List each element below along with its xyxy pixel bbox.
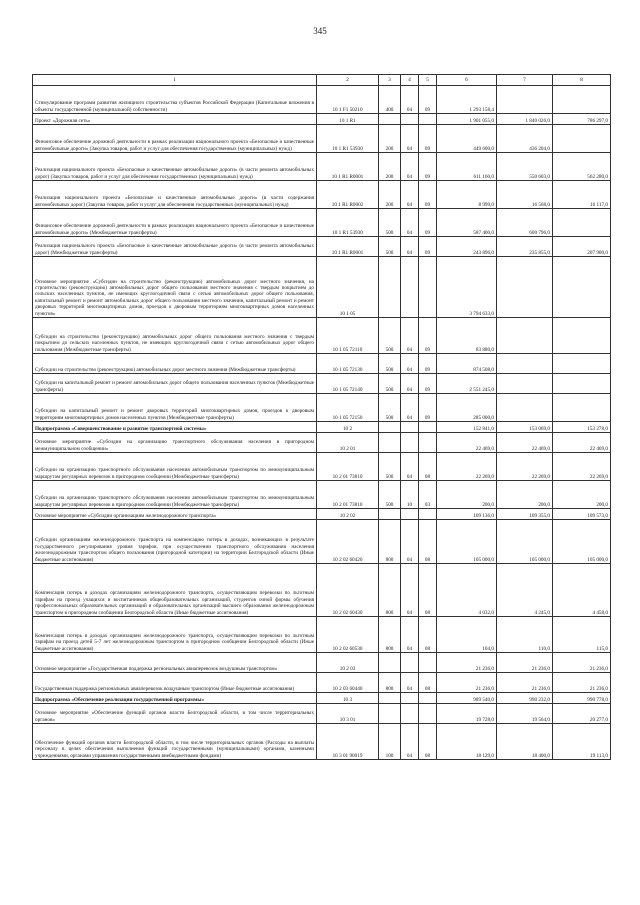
row-vr-cell: 500 [379,481,401,509]
row-rz-cell: 04 [401,181,419,209]
row-rz-cell: 04 [401,617,419,653]
row-amount-year2-cell: 1 840 026,0 [497,114,553,125]
row-amount-year3-cell: 21 236,0 [553,653,611,673]
row-rz-cell: 04 [401,520,419,564]
row-amount-year2-cell: 22 469,0 [497,433,553,453]
row-pr-cell [419,693,437,704]
table-row [33,374,611,394]
row-name-cell: Основное мероприятие «Государственная поддержка региональных авиаперевозок воздушным транспортом» [33,653,317,673]
row-code-cell: 10 1 R1 53930 [317,209,379,237]
row-vr-cell: 500 [379,453,401,481]
table-row [33,653,611,673]
row-name-cell: Субсидии на капитальный ремонт и ремонт автомобильных дорог общего пользования населенных пунктов (Межбюджетные трансферты) [33,374,317,394]
row-pr-cell: 09 [419,153,437,181]
row-rz-cell: 04 [401,125,419,153]
row-rz-cell: 04 [401,564,419,617]
row-rz-cell: 04 [401,209,419,237]
row-code-cell: 10 3 01 [317,704,379,724]
row-code-cell: 10 1 R1 R0001 [317,153,379,181]
row-pr-cell [419,653,437,673]
row-amount-year2-cell: 4 245,0 [497,564,553,617]
row-amount-year3-cell: 4 458,0 [553,564,611,617]
row-pr-cell [419,114,437,125]
header-cell: 6 [437,75,497,86]
row-amount-year2-cell: 109 355,0 [497,509,553,520]
row-name-cell: Субсидии на строительство (реконструкцию) автомобильных дорог общего пользования местного значения с твердым покрытием до сельских населенных пунктов, не имеющих круглогодичной связи с сетью автомобильных дорог общего пользования (Межбюджетные трансферты) [33,318,317,354]
row-amount-year3-cell: 16 117,0 [553,181,611,209]
row-amount-year2-cell [497,257,553,318]
row-code-cell: 10 2 02 60420 [317,520,379,564]
row-name-cell: Обеспечение функций органов власти Белгородской области, в том числе территориальных органов (Расходы на выплаты персоналу в целях обеспечения выполнения функций государственными (муниципальными) органами, казенными учреждениями, органами управления государственными внебюджетными фондами) [33,724,317,760]
row-pr-cell [419,257,437,318]
row-rz-cell: 04 [401,673,419,693]
row-amount-year1-cell: 243 896,0 [437,237,497,257]
row-name-cell: Подпрограмма «Совершенствование и развитие транспортной системы» [33,422,317,433]
row-pr-cell [419,704,437,724]
row-amount-year1-cell: 874 508,0 [437,354,497,374]
row-amount-year2-cell [497,86,553,114]
row-vr-cell [379,693,401,704]
page-number: 345 [313,26,327,36]
row-rz-cell [401,704,419,724]
table-row [33,453,611,481]
row-name-cell: Субсидии организациям железнодорожного транспорта на компенсацию потерь в доходах, возникающих в результате государственного регулирования уровня тарифов, при осуществлении транспортного обслуживания населения железнодорожным транспортом общего пользования (пригородной категории) на территории Белгородской области (Иные бюджетные ассигнования) [33,520,317,564]
row-pr-cell: 08 [419,617,437,653]
row-amount-year3-cell: 200,0 [553,481,611,509]
row-rz-cell [401,653,419,673]
row-rz-cell [401,422,419,433]
row-amount-year2-cell: 105 000,0 [497,520,553,564]
row-code-cell: 10 2 01 73810 [317,481,379,509]
row-amount-year1-cell: 105 000,0 [437,520,497,564]
row-rz-cell: 04 [401,318,419,354]
row-code-cell: 10 1 R1 53930 [317,125,379,153]
row-amount-year3-cell: 115,0 [553,617,611,653]
table-row [33,724,611,760]
row-code-cell: 10 2 03 [317,653,379,673]
row-code-cell: 10 2 03 60440 [317,673,379,693]
table-row [33,693,611,704]
row-amount-year2-cell [497,374,553,394]
row-amount-year1-cell: 152 841,0 [437,422,497,433]
table-header-row [33,75,611,86]
row-amount-year1-cell: 4 032,0 [437,564,497,617]
row-amount-year3-cell: 22 469,0 [553,433,611,453]
row-amount-year1-cell: 285 000,0 [437,394,497,422]
row-amount-year2-cell: 21 236,0 [497,653,553,673]
row-vr-cell: 400 [379,86,401,114]
row-pr-cell: 08 [419,564,437,617]
row-rz-cell: 04 [401,86,419,114]
header-cell: 1 [33,75,317,86]
table-row [33,257,611,318]
table-row [33,114,611,125]
row-rz-cell: 04 [401,237,419,257]
row-amount-year2-cell: 600 796,0 [497,209,553,237]
row-name-cell: Субсидии на организацию транспортного обслуживания населения автомобильным транспортом по межмуниципальным маршрутам регулярных перевозок в пригородном сообщении (Межбюджетные трансферты) [33,481,317,509]
table-row [33,181,611,209]
row-amount-year2-cell: 153 069,0 [497,422,553,433]
row-amount-year1-cell: 2 551 245,0 [437,374,497,394]
row-vr-cell: 500 [379,394,401,422]
table-row [33,520,611,564]
row-vr-cell: 800 [379,673,401,693]
row-rz-cell [401,114,419,125]
row-code-cell: 10 3 [317,693,379,704]
row-pr-cell: 03 [419,481,437,509]
header-cell: 8 [553,75,611,86]
row-amount-year3-cell: 562 280,0 [553,153,611,181]
table-row [33,125,611,153]
row-pr-cell: 09 [419,181,437,209]
row-amount-year1-cell: 8 999,0 [437,181,497,209]
row-pr-cell [419,422,437,433]
row-pr-cell: 09 [419,354,437,374]
row-amount-year3-cell: 109 573,0 [553,509,611,520]
row-code-cell: 10 1 F1 50210 [317,86,379,114]
row-vr-cell: 800 [379,564,401,617]
table-row [33,481,611,509]
row-amount-year1-cell: 21 236,0 [437,653,497,673]
row-amount-year1-cell: 19 728,0 [437,704,497,724]
row-amount-year3-cell: 22 269,0 [553,453,611,481]
table-row [33,209,611,237]
row-amount-year2-cell: 21 236,0 [497,673,553,693]
row-pr-cell: 09 [419,86,437,114]
row-code-cell: 10 2 02 60530 [317,617,379,653]
budget-table [32,74,611,760]
row-name-cell: Реализация национального проекта «Безопасные и качественные автомобильные дороги» (в части содержания автомобильных дорог) (Закупка товаров, работ и услуг для обеспечения государственных (муниципальных) нужд) [33,181,317,209]
row-amount-year1-cell: 83 880,0 [437,318,497,354]
row-rz-cell: 04 [401,354,419,374]
row-vr-cell: 200 [379,153,401,181]
row-vr-cell: 200 [379,125,401,153]
row-amount-year1-cell: 21 236,0 [437,673,497,693]
row-rz-cell [401,433,419,453]
row-name-cell: Проект «Дорожная сеть» [33,114,317,125]
table-row [33,422,611,433]
row-amount-year3-cell [553,394,611,422]
row-vr-cell [379,653,401,673]
row-code-cell: 10 1 R1 R0001 [317,237,379,257]
table-row [33,354,611,374]
table-row [33,153,611,181]
row-vr-cell: 800 [379,617,401,653]
row-name-cell: Компенсация потерь в доходах организациям железнодорожного транспорта, осуществляющим перевозки по льготным тарифам на проезд учащихся и воспитанников общеобразовательных организаций, студентов очной формы обучения профессиональных образовательных организаций и образовательных организаций высшего образования железнодорожным транспортом в пригородном сообщении Белгородской области (Иные бюджетные ассигнования) [33,564,317,617]
row-vr-cell: 200 [379,181,401,209]
table-row [33,704,611,724]
row-amount-year3-cell: 19 113,0 [553,724,611,760]
header-cell: 7 [497,75,553,86]
row-name-cell: Основное мероприятие «Субсидии на строительство (реконструкцию) автомобильных дорог местного значения, на строительство (реконструкцию) автомобильных дорог общего пользования местного значения с твердым покрытием до сельских населенных пунктов, не имеющих круглогодичной связи с сетью автомобильных дорог общего пользования, капитальный ремонт и ремонт автомобильных дорог общего пользования местного значения, капитальный ремонт и ремонт дворовых территорий многоквартирных домов, проездов к дворовым территориям многоквартирных домов населенных пунктов» [33,257,317,318]
row-amount-year2-cell: 990 232,0 [497,693,553,704]
row-code-cell: 10 1 05 72110 [317,318,379,354]
row-amount-year1-cell: 109 136,0 [437,509,497,520]
row-code-cell: 10 2 02 60430 [317,564,379,617]
row-name-cell: Основное мероприятие «Субсидии на организацию транспортного обслуживания населения в пригородном межмуниципальном сообщении» [33,433,317,453]
row-amount-year3-cell: 153 278,0 [553,422,611,433]
row-code-cell: 10 2 02 [317,509,379,520]
row-amount-year3-cell: 20 277,0 [553,704,611,724]
row-amount-year1-cell: 1 901 055,0 [437,114,497,125]
row-code-cell: 10 3 01 90019 [317,724,379,760]
row-pr-cell: 08 [419,520,437,564]
row-amount-year2-cell [497,354,553,374]
row-pr-cell [419,433,437,453]
row-code-cell: 10 1 05 [317,257,379,318]
row-amount-year1-cell: 22 469,0 [437,433,497,453]
row-name-cell: Подпрограмма «Обеспечение реализации государственной программы» [33,693,317,704]
row-rz-cell: 04 [401,394,419,422]
row-amount-year3-cell: 990 778,0 [553,693,611,704]
table-row [33,564,611,617]
row-amount-year1-cell: 1 293 158,4 [437,86,497,114]
row-amount-year3-cell [553,86,611,114]
header-cell: 2 [317,75,379,86]
row-vr-cell [379,433,401,453]
row-amount-year2-cell: 22 269,0 [497,453,553,481]
row-amount-year3-cell: 786 297,0 [553,114,611,125]
row-amount-year2-cell [497,318,553,354]
row-vr-cell [379,114,401,125]
row-code-cell: 10 1 R1 R0002 [317,181,379,209]
row-vr-cell [379,422,401,433]
row-name-cell: Стимулирование программ развития жилищного строительства субъектов Российской Федерации (Капитальные вложения в объекты государственной (муниципальной) собственности) [33,86,317,114]
table-row [33,617,611,653]
row-rz-cell: 04 [401,453,419,481]
header-cell: 5 [419,75,437,86]
row-vr-cell: 100 [379,724,401,760]
row-amount-year2-cell: 18 400,0 [497,724,553,760]
row-amount-year2-cell: 200,0 [497,481,553,509]
row-amount-year2-cell: 235 855,0 [497,237,553,257]
row-name-cell: Компенсация потерь в доходах организациям железнодорожного транспорта, осуществляющим перевозки по льготным тарифам на проезд детей 5-7 лет железнодорожным транспортом в пригородном сообщении Белгородской области (Иные бюджетные ассигнования) [33,617,317,653]
row-amount-year1-cell: 449 600,0 [437,125,497,153]
row-amount-year1-cell: 611 160,0 [437,153,497,181]
row-code-cell: 10 2 01 [317,433,379,453]
table-row [33,433,611,453]
row-name-cell: Субсидии на капитальный ремонт и ремонт дворовых территорий многоквартирных домов, проездов к дворовым территориям многоквартирных домов населенных пунктов (Межбюджетные трансферты) [33,394,317,422]
row-name-cell: Основное мероприятие «Обеспечение функций органов власти Белгородской области, в том числе территориальных органов» [33,704,317,724]
row-amount-year3-cell: 207 900,0 [553,237,611,257]
row-pr-cell [419,509,437,520]
row-amount-year3-cell: 105 000,0 [553,520,611,564]
row-pr-cell: 09 [419,374,437,394]
row-amount-year2-cell: 436 204,0 [497,125,553,153]
row-amount-year1-cell: 104,0 [437,617,497,653]
row-code-cell: 10 1 05 72150 [317,394,379,422]
row-amount-year3-cell [553,318,611,354]
row-rz-cell [401,257,419,318]
table-row [33,509,611,520]
row-vr-cell [379,704,401,724]
row-vr-cell [379,509,401,520]
table-row [33,394,611,422]
table-row [33,318,611,354]
header-cell: 3 [379,75,401,86]
row-vr-cell: 500 [379,209,401,237]
row-name-cell: Субсидии на строительство (реконструкцию) автомобильных дорог местного значения (Межбюджетные трансферты) [33,354,317,374]
row-vr-cell: 500 [379,374,401,394]
table-row [33,673,611,693]
row-amount-year3-cell: 21 236,0 [553,673,611,693]
row-amount-year3-cell [553,125,611,153]
row-name-cell: Реализация национального проекта «Безопасные и качественные автомобильные дороги» (в части ремонта автомобильных дорог) (Межбюджетные трансферты) [33,237,317,257]
row-pr-cell: 08 [419,673,437,693]
row-name-cell: Основное мероприятие «Субсидии организациям железнодорожного транспорта» [33,509,317,520]
row-amount-year3-cell [553,354,611,374]
row-amount-year2-cell: 550 603,0 [497,153,553,181]
row-amount-year1-cell: 18 129,0 [437,724,497,760]
row-pr-cell: 09 [419,209,437,237]
row-pr-cell: 09 [419,318,437,354]
row-amount-year1-cell: 989 540,0 [437,693,497,704]
row-name-cell: Реализация национального проекта «Безопасные и качественные автомобильные дороги» (в части ремонта автомобильных дорог) (Закупка товаров, работ и услуг для обеспечения государственных (муниципальных) нужд) [33,153,317,181]
row-rz-cell: 10 [401,481,419,509]
row-amount-year3-cell [553,374,611,394]
row-amount-year3-cell [553,257,611,318]
table-row [33,86,611,114]
row-amount-year1-cell: 587 400,0 [437,209,497,237]
row-rz-cell: 04 [401,374,419,394]
row-code-cell: 10 1 05 72140 [317,374,379,394]
row-vr-cell [379,257,401,318]
row-name-cell: Финансовое обеспечение дорожной деятельности в рамках реализации национального проекта «Безопасные и качественные автомобильные дороги» (Закупка товаров, работ и услуг для обеспечения государственных (муниципальных) нужд) [33,125,317,153]
row-name-cell: Финансовое обеспечение дорожной деятельности в рамках реализации национального проекта «Безопасные и качественные автомобильные дороги» (Межбюджетные трансферты) [33,209,317,237]
row-pr-cell: 09 [419,125,437,153]
row-amount-year1-cell: 200,0 [437,481,497,509]
row-amount-year3-cell [553,209,611,237]
row-pr-cell: 09 [419,394,437,422]
row-vr-cell: 800 [379,520,401,564]
row-name-cell: Государственная поддержка региональных авиаперевозок воздушным транспортом (Иные бюджетные ассигнования) [33,673,317,693]
row-rz-cell [401,509,419,520]
row-vr-cell: 500 [379,354,401,374]
row-rz-cell: 04 [401,724,419,760]
row-amount-year2-cell: 110,0 [497,617,553,653]
row-pr-cell: 09 [419,237,437,257]
row-amount-year1-cell: 22 269,0 [437,453,497,481]
row-amount-year2-cell: 16 568,0 [497,181,553,209]
row-name-cell: Субсидии на организацию транспортного обслуживания населения автомобильным транспортом по межмуниципальным маршрутам регулярных перевозок в пригородном сообщении (Межбюджетные трансферты) [33,453,317,481]
row-pr-cell: 08 [419,453,437,481]
row-code-cell: 10 2 01 73810 [317,453,379,481]
row-code-cell: 10 1 R1 [317,114,379,125]
row-amount-year2-cell [497,394,553,422]
row-pr-cell: 08 [419,724,437,760]
header-cell: 4 [401,75,419,86]
table-row [33,237,611,257]
row-vr-cell: 500 [379,318,401,354]
row-rz-cell [401,693,419,704]
row-code-cell: 10 1 05 72130 [317,354,379,374]
row-amount-year2-cell: 19 564,0 [497,704,553,724]
row-rz-cell: 04 [401,153,419,181]
row-vr-cell: 500 [379,237,401,257]
row-code-cell: 10 2 [317,422,379,433]
row-amount-year1-cell: 3 794 633,0 [437,257,497,318]
